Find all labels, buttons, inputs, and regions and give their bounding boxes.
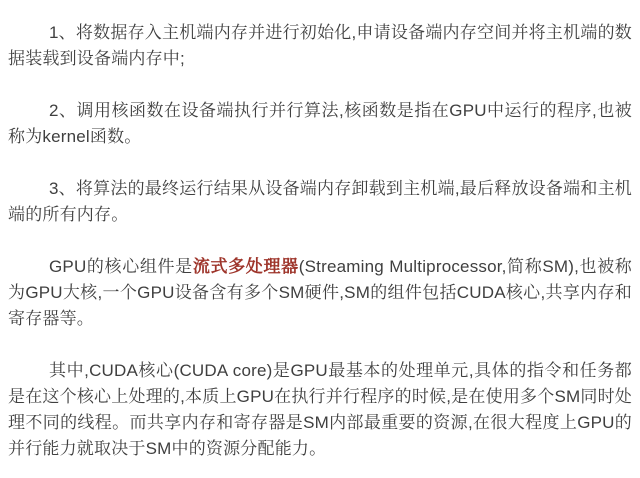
paragraph-cuda-core-explanation: 其中,CUDA核心(CUDA core)是GPU最基本的处理单元,具体的指令和任务都是在这个核心上处理的,本质上GPU在执行并行程序的时候,是在使用多个SM同时处理不同的线程。而共享内存和寄存器是SM内部最重要的资源,在很大程度上GPU的并行能力就取决于SM中的资源分配能力。	[8, 361, 632, 458]
highlighted-term-streaming-multiprocessor: 流式多处理器	[192, 257, 299, 276]
paragraph-gpu-core-components	[8, 254, 632, 332]
paragraph-step-1: 1、将数据存入主机端内存并进行初始化,申请设备端内存空间并将主机端的数据装载到设备端内存中;	[8, 23, 632, 68]
paragraph-step-3: 3、将算法的最终运行结果从设备端内存卸载到主机端,最后释放设备端和主机端的所有内存。	[8, 179, 632, 224]
paragraph-segment: GPU的核心组件是	[49, 257, 193, 276]
paragraph-step-2: 2、调用核函数在设备端执行并行算法,核函数是指在GPU中运行的程序,也被称为kernel函数。	[8, 101, 632, 146]
paragraph-segment: (Streaming Multiprocessor,简称SM),也被称为GPU大核,一个GPU设备含有多个SM硬件,SM的组件包括CUDA核心,共享内存和寄存器等。	[8, 257, 633, 328]
